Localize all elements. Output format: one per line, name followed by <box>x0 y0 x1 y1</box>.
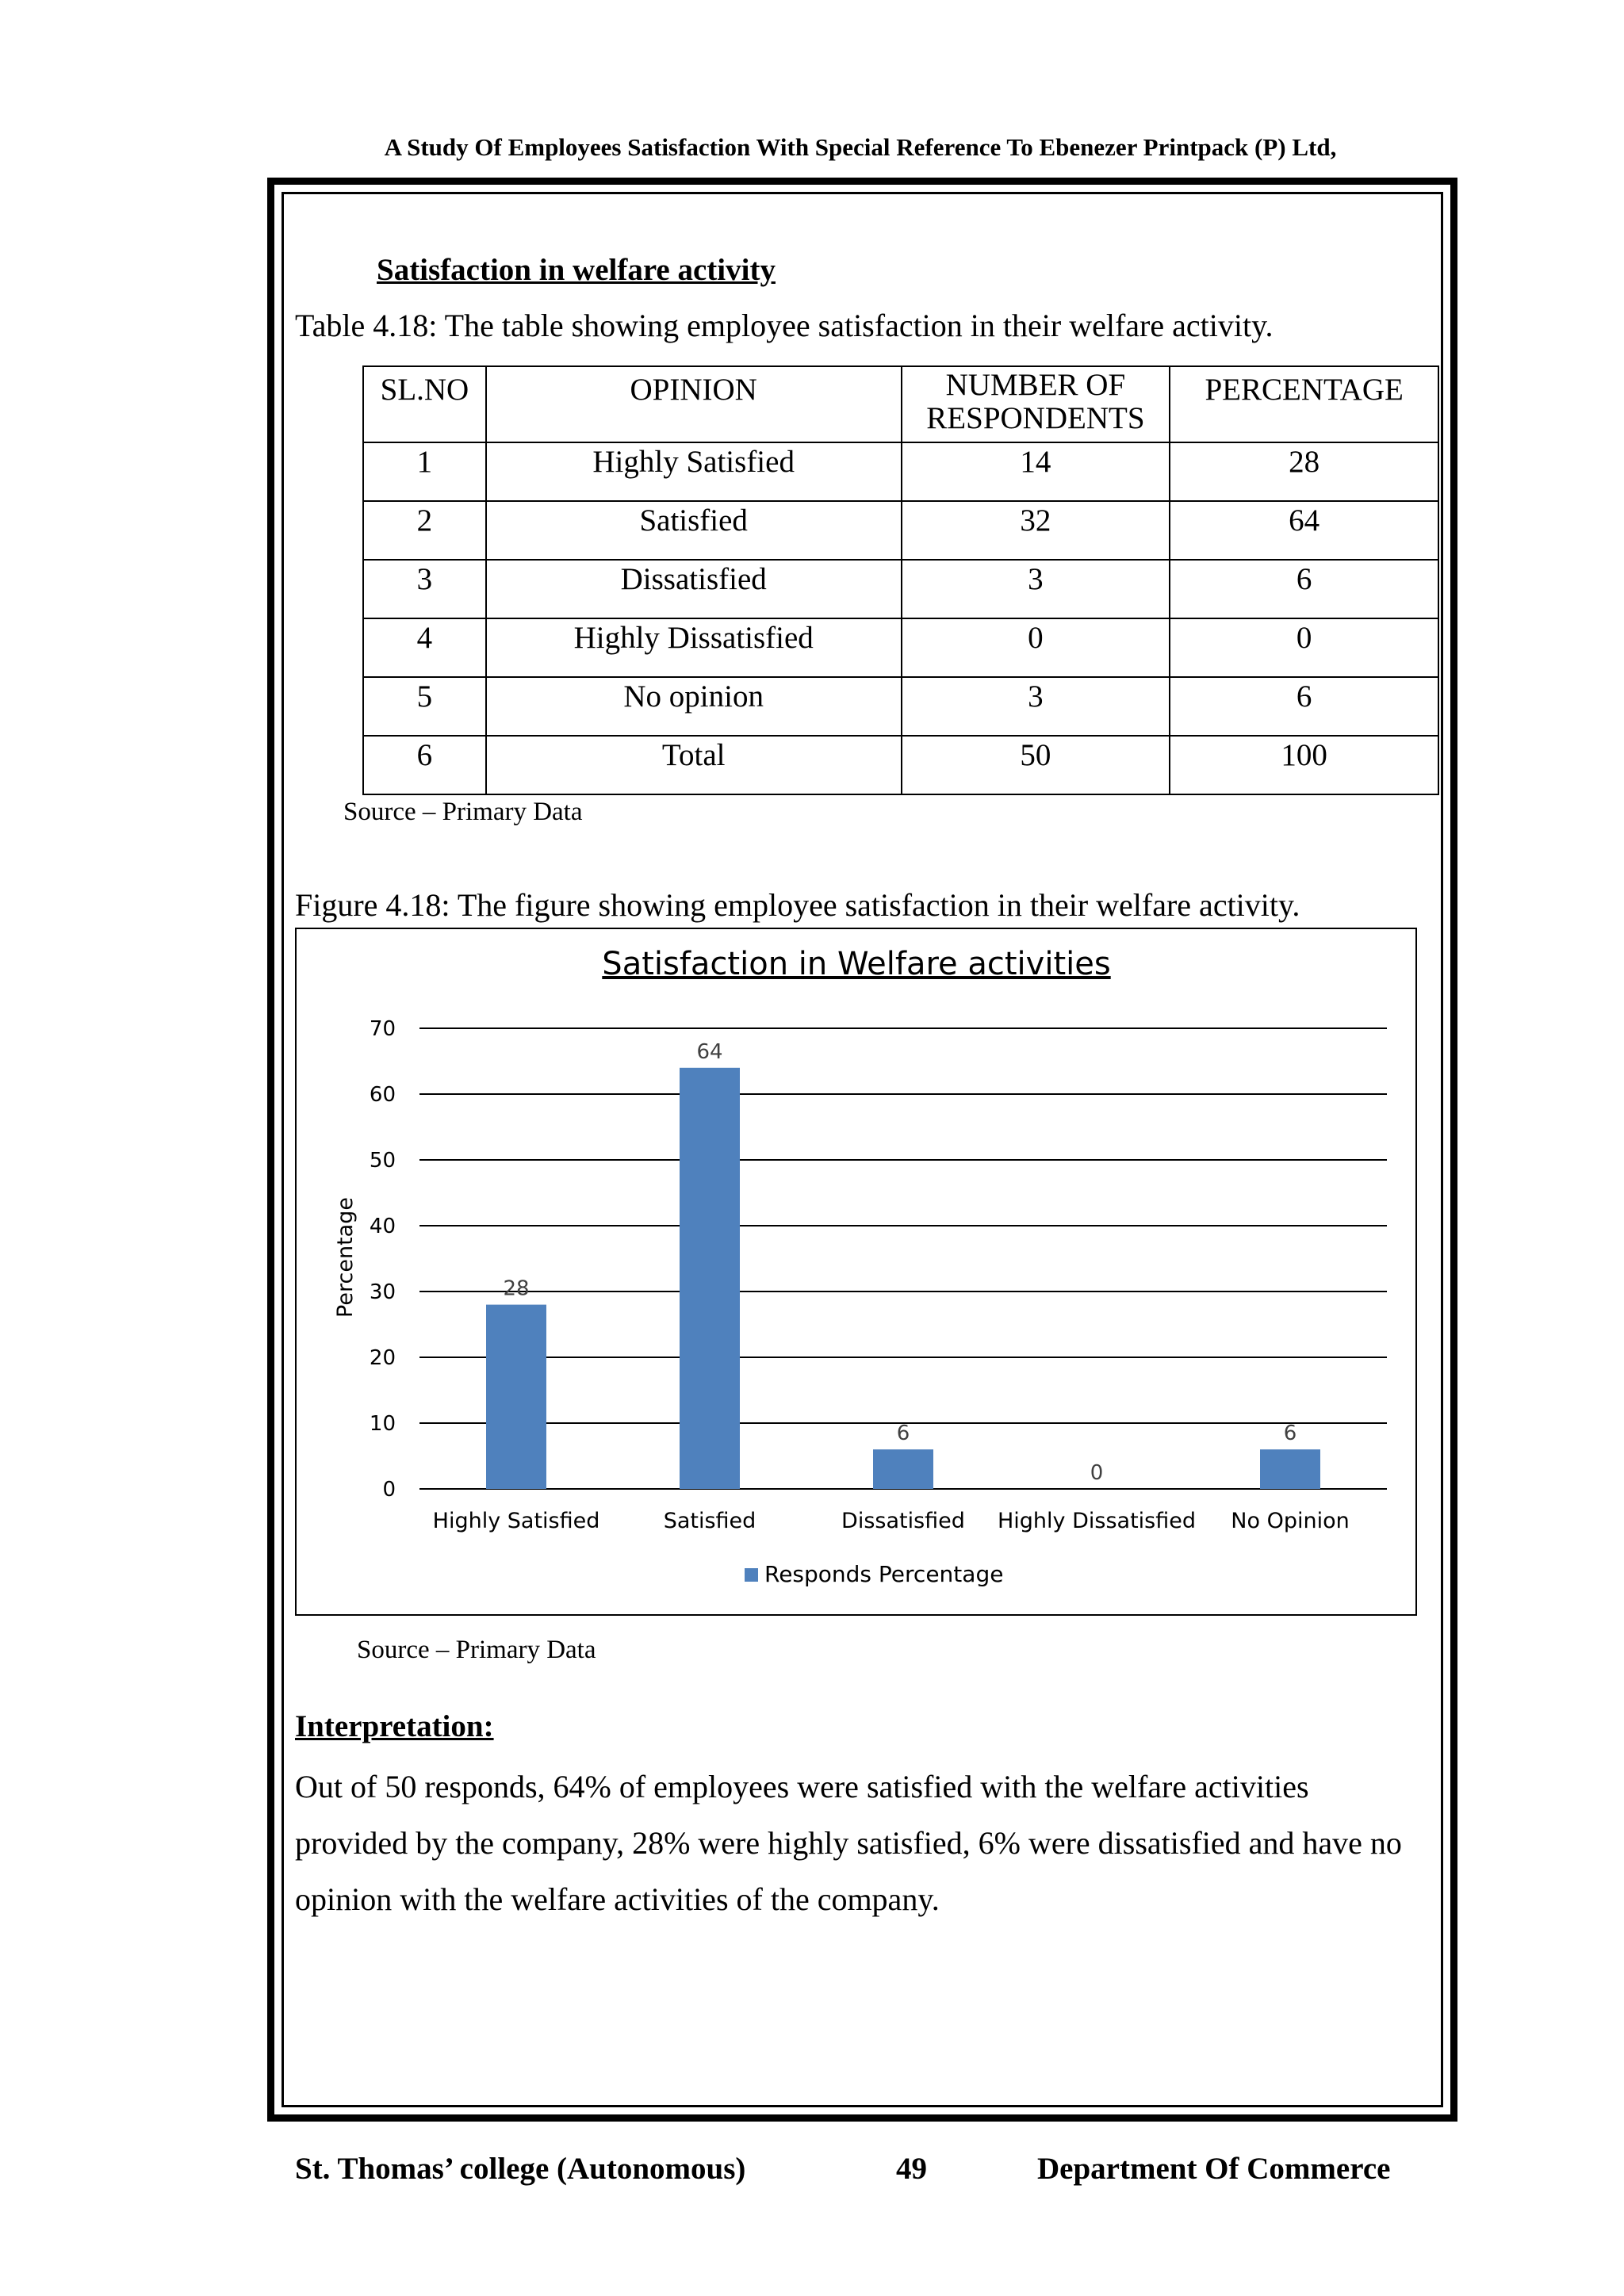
data-table <box>362 365 1439 795</box>
cell-opinion: Dissatisfied <box>486 560 902 618</box>
y-tick-label: 20 <box>369 1346 396 1370</box>
cell-slno: 2 <box>363 501 486 560</box>
y-axis-label: Percentage <box>333 1197 358 1318</box>
cell-slno: 4 <box>363 618 486 677</box>
chart-data-labels <box>503 1040 1297 1485</box>
cell-respondents: 0 <box>902 618 1170 677</box>
cell-slno: 5 <box>363 677 486 736</box>
y-tick-label: 40 <box>369 1215 396 1238</box>
chart-title: Satisfaction in Welfare activities <box>602 946 1111 982</box>
data-label: 6 <box>1283 1422 1297 1446</box>
cell-respondents: 3 <box>902 560 1170 618</box>
cell-percentage: 64 <box>1170 501 1438 560</box>
interpretation-heading: Interpretation: <box>295 1709 494 1743</box>
data-label: 0 <box>1090 1461 1104 1485</box>
figure-source-note: Source – Primary Data <box>357 1636 596 1664</box>
cell-respondents: 14 <box>902 442 1170 501</box>
cell-slno: 1 <box>363 442 486 501</box>
cell-slno: 6 <box>363 736 486 794</box>
chart-legend <box>745 1561 1003 1587</box>
cell-respondents: 32 <box>902 501 1170 560</box>
section-title: Satisfaction in welfare activity <box>377 253 776 287</box>
footer-page-number: 49 <box>896 2152 927 2186</box>
y-axis-ticks <box>370 1017 396 1502</box>
table-row <box>363 618 1438 677</box>
column-header-respondents: NUMBER OF RESPONDENTS <box>902 366 1170 442</box>
y-tick-label: 0 <box>382 1478 396 1502</box>
column-header-opinion: OPINION <box>486 366 902 442</box>
figure-caption: Figure 4.18: The figure showing employee satisfaction in their welfare activity. <box>295 887 1300 923</box>
x-category-label: Satisfied <box>663 1509 756 1533</box>
column-header-slno: SL.NO <box>363 366 486 442</box>
bar <box>1260 1449 1320 1489</box>
cell-opinion: Highly Dissatisfied <box>486 618 902 677</box>
x-category-label: Dissatisfied <box>841 1509 965 1533</box>
y-tick-label: 70 <box>369 1017 396 1041</box>
chart-gridlines <box>419 1028 1387 1489</box>
footer-department: Department Of Commerce <box>1037 2152 1391 2186</box>
table-caption: Table 4.18: The table showing employee satisfaction in their welfare activity. <box>295 308 1274 343</box>
x-category-label: Highly Satisfied <box>432 1509 600 1533</box>
cell-percentage: 6 <box>1170 677 1438 736</box>
y-tick-label: 50 <box>369 1149 396 1173</box>
x-category-label: No Opinion <box>1231 1509 1350 1533</box>
table-header-row <box>363 366 1438 442</box>
cell-opinion: Highly Satisfied <box>486 442 902 501</box>
cell-opinion: Satisfied <box>486 501 902 560</box>
y-tick-label: 10 <box>369 1412 396 1436</box>
bar <box>873 1449 933 1489</box>
cell-percentage: 28 <box>1170 442 1438 501</box>
table-row <box>363 501 1438 560</box>
table-source-note: Source – Primary Data <box>343 798 583 826</box>
data-label: 64 <box>696 1039 723 1064</box>
cell-respondents: 3 <box>902 677 1170 736</box>
cell-respondents: 50 <box>902 736 1170 794</box>
footer-college: St. Thomas’ college (Autonomous) <box>295 2152 746 2186</box>
table-row <box>363 560 1438 618</box>
cell-percentage: 0 <box>1170 618 1438 677</box>
legend-label: Responds Percentage <box>764 1561 1004 1587</box>
cell-percentage: 6 <box>1170 560 1438 618</box>
bar-chart <box>297 929 1415 1614</box>
table-row <box>363 442 1438 501</box>
data-label: 28 <box>503 1276 530 1301</box>
y-tick-label: 60 <box>369 1083 396 1107</box>
bar <box>680 1068 740 1489</box>
x-axis-categories <box>433 1509 1350 1533</box>
cell-opinion: No opinion <box>486 677 902 736</box>
legend-swatch <box>745 1568 758 1582</box>
table-row-total <box>363 736 1438 794</box>
chart-frame <box>295 928 1417 1616</box>
cell-percentage: 100 <box>1170 736 1438 794</box>
cell-slno: 3 <box>363 560 486 618</box>
column-header-percentage: PERCENTAGE <box>1170 366 1438 442</box>
data-label: 6 <box>896 1422 910 1446</box>
y-tick-label: 30 <box>369 1280 396 1304</box>
interpretation-text: Out of 50 responds, 64% of employees were satisfied with the welfare activities provided by the company, 28% were highly satisfied, 6% were dissatisfied and have no opinion with the welfare activities of the company. <box>295 1769 1402 1917</box>
cell-opinion: Total <box>486 736 902 794</box>
bar <box>486 1305 546 1489</box>
running-header: A Study Of Employees Satisfaction With Special Reference To Ebenezer Printpack (P) Ltd, <box>384 133 1337 161</box>
table-row <box>363 677 1438 736</box>
x-category-label: Highly Dissatisfied <box>997 1509 1197 1533</box>
